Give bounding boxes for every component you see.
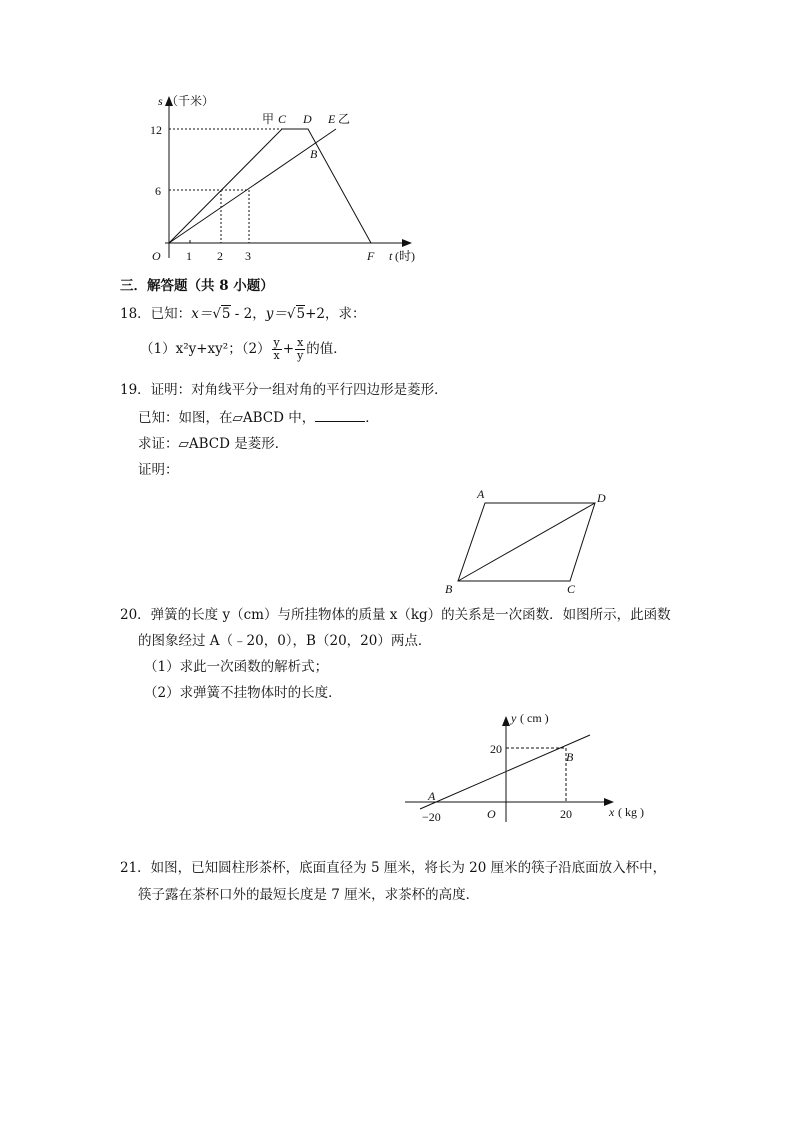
- vertex-B: B: [445, 582, 453, 596]
- q20-line1: 20．弹簧的长度 y（cm）与所挂物体的质量 x（kg）的关系是一次函数．如图所示，此函数: [120, 607, 671, 623]
- vertex-A: A: [477, 487, 485, 501]
- t-axis-label: t: [389, 249, 393, 263]
- x-tick-2: 2: [217, 249, 223, 263]
- q18-y-tail: +2，求：: [305, 306, 366, 322]
- vertex-C: C: [567, 582, 576, 596]
- x-axis-label: x: [609, 805, 615, 819]
- q18-plus: +: [282, 341, 295, 357]
- x-tick-3: 3: [245, 249, 251, 263]
- function-line: [420, 735, 590, 809]
- point-B-label: B: [566, 750, 574, 764]
- label-C: C: [278, 112, 287, 126]
- x-tick-1: 1: [186, 249, 192, 263]
- x-tick-20: 20: [560, 807, 572, 821]
- point-A-label: A: [428, 789, 436, 803]
- q19-given: 已知：如图，在▱ABCD 中， ．: [138, 410, 379, 426]
- label-E: E: [328, 112, 336, 126]
- spring-length-graph: [400, 705, 660, 830]
- line-jia: [169, 129, 371, 243]
- distance-time-graph: [130, 88, 430, 268]
- origin-O: O: [487, 807, 496, 821]
- label-jia: 甲: [262, 112, 275, 126]
- q19-proof: 证明：: [138, 462, 179, 478]
- q21-line1: 21．如图，已知圆柱形茶杯，底面直径为 5 厘米，将长为 20 厘米的筷子沿底面放入杯中，: [120, 860, 667, 876]
- q20-part2: （2）求弹簧不挂物体时的长度．: [144, 685, 342, 701]
- label-F: F: [367, 249, 375, 263]
- diagonal-BD: [458, 503, 595, 581]
- q18-radicand-x: 5: [221, 306, 231, 322]
- y-tick-6: 6: [155, 184, 161, 198]
- s-unit-label: （千米）: [166, 94, 215, 108]
- label-D: D: [303, 112, 312, 126]
- s-axis-label: s: [158, 94, 163, 108]
- q21-line2: 筷子露在茶杯口外的最短长度是 7 厘米，求茶杯的高度．: [138, 887, 480, 903]
- y-tick-20: 20: [490, 742, 502, 756]
- x-tick-neg20: −20: [422, 810, 441, 824]
- q18-y-eq: y＝: [265, 306, 287, 322]
- t-axis-arrow: [402, 239, 412, 247]
- t-unit-label: (时): [395, 249, 415, 263]
- q18-fraction-y-over-x: $\frac{y}{x}$: [273, 336, 280, 362]
- q18-prefix: 18．已知：: [120, 306, 192, 322]
- origin-label: O: [152, 249, 161, 263]
- q18-x-tail: - 2，: [230, 306, 266, 322]
- y-unit-label: ( cm ): [520, 711, 549, 725]
- q18-parts: [140, 336, 347, 362]
- section-title: 三．解答题（共 8 小题）: [120, 278, 274, 294]
- q18-fraction-x-over-y: $\frac{x}{y}$: [297, 336, 304, 362]
- y-axis-arrow: [502, 716, 510, 726]
- label-yi: 乙: [338, 112, 351, 126]
- q18-x-eq: x＝: [191, 306, 213, 322]
- y-tick-12: 12: [150, 123, 162, 137]
- q18-statement: 18．已知：x＝√5 - 2，y＝√5+2，求：: [120, 306, 366, 322]
- q18-radicand-y: 5: [296, 306, 306, 322]
- parallelogram-figure: [440, 485, 620, 597]
- q20-part1: （1）求此一次函数的解析式；: [144, 659, 329, 675]
- q19-title: 19．证明：对角线平分一组对角的平行四边形是菱形．: [120, 382, 448, 398]
- q18-part1: （1）x²y+xy²；（2）: [140, 341, 271, 357]
- label-B: B: [310, 147, 318, 161]
- y-axis-label: y: [511, 711, 517, 725]
- x-unit-label: ( kg ): [618, 805, 644, 819]
- q19-prove: 求证：▱ABCD 是菱形．: [138, 436, 289, 452]
- q20-line2: 的图象经过 A（﹣20，0），B（20，20）两点．: [138, 633, 432, 649]
- q18-part2-tail: 的值．: [306, 341, 347, 357]
- vertex-D: D: [597, 491, 606, 505]
- q19-blank: [315, 409, 365, 422]
